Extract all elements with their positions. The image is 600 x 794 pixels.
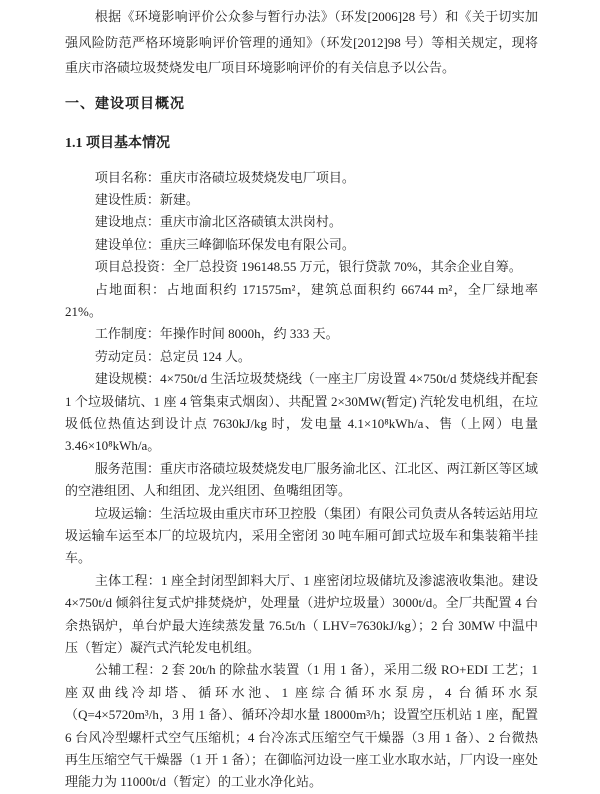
body-paragraph-auxiliary-works: 公辅工程：2 套 20t/h 的除盐水装置（1 用 1 备），采用二级 RO+EDI 工艺；1 座双曲线冷却塔、循环水池、1 座综合循环水泵房，4 台循环水泵（Q=4×5720m³/h，3 用 1 备）、循环冷却水量 18000m³/h；设置空压机站 1 座，配置 6 台风冷型螺杆式空气压缩机；4 台冷冻式压缩空气干燥器（3 用 1 备）、2 台微热再生压缩空气干燥器（1 开 1 备）；在御临河边设一座工业水取水站，厂内设一座处理能力为 11000t/d（暂定）的工业水净化站。 bbox=[65, 662, 538, 790]
body-paragraphs bbox=[65, 167, 538, 794]
body-paragraph-waste-transport: 垃圾运输：生活垃圾由重庆市环卫控股（集团）有限公司负责从各转运站用垃圾运输车运至本厂的垃圾坑内，采用全密闭 30 吨车厢可卸式垃圾车和集装箱半挂车。 bbox=[65, 505, 538, 566]
body-paragraph-scale: 建设规模：4×750t/d 生活垃圾焚烧线（一座主厂房设置 4×750t/d 焚烧线并配套 1 个垃圾储坑、1 座 4 管集束式烟囱）、共配置 2×30MW(暂定) 汽轮发电机组，在垃圾低位热值达到设计点 7630kJ/kg 时，发电量 4.1×10⁸kWh/a、售（上网）电量 3.46×10⁸kWh/a。 bbox=[65, 371, 538, 454]
body-paragraph-main-works: 主体工程：1 座全封闭型卸料大厅、1 座密闭垃圾储坑及渗滤液收集池。建设 4×750t/d 倾斜往复式炉排焚烧炉，处理量（进炉垃圾量）3000t/d。全厂共配置 4 台余热锅炉，单台炉最大连续蒸发量 76.5t/h（ LHV=7630kJ/kg）；2 台 30MW 中温中压（暂定）凝汽式汽轮发电机组。 bbox=[65, 572, 538, 656]
body-paragraph-project-name: 项目名称：重庆市洛碛垃圾焚烧发电厂项目。 bbox=[94, 169, 355, 185]
intro-paragraph: 根据《环境影响评价公众参与暂行办法》（环发[2006]28 号）和《关于切实加强风险防范严格环境影响评价管理的通知》（环发[2012]98 号）等相关规定，现将重庆市洛碛垃圾焚烧发电厂项目环境影响评价的有关信息予以公告。 bbox=[65, 9, 538, 75]
body-paragraph-work-schedule: 工作制度：年操作时间 8000h，约 333 天。 bbox=[94, 326, 339, 342]
body-paragraph-builder: 建设单位：重庆三峰御临环保发电有限公司。 bbox=[94, 236, 355, 252]
body-paragraph-location: 建设地点：重庆市渝北区洛碛镇太洪岗村。 bbox=[94, 214, 342, 230]
body-paragraph-staffing: 劳动定员：总定员 124 人。 bbox=[94, 348, 251, 364]
body-paragraph-build-nature: 建设性质：新建。 bbox=[94, 191, 199, 207]
body-paragraph-land-area: 占地面积：占地面积约 171575m²，建筑总面积约 66744 m²，全厂绿地率 21%。 bbox=[65, 281, 538, 319]
subsection-heading-basic-info: 1.1 项目基本情况 bbox=[65, 135, 170, 151]
body-paragraph-investment: 项目总投资：全厂总投资 196148.55 万元，银行贷款 70%，其余企业自筹。 bbox=[94, 259, 522, 275]
section-heading-project-overview: 一、建设项目概况 bbox=[65, 96, 185, 112]
body-paragraph-service-scope: 服务范围：重庆市洛碛垃圾焚烧发电厂服务渝北区、江北区、两江新区等区域的空港组团、人和组团、龙兴组团、鱼嘴组团等。 bbox=[65, 460, 538, 499]
